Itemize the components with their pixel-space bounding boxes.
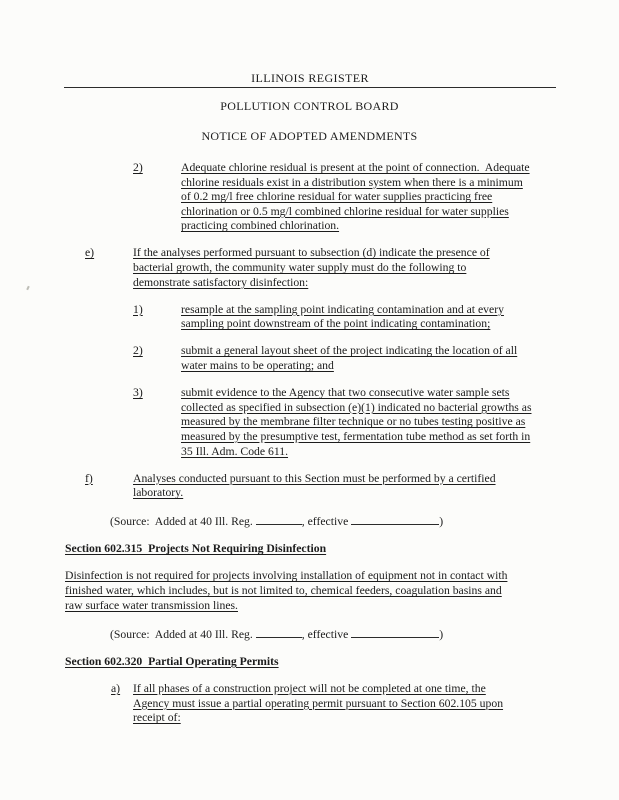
item-text [133, 682, 503, 726]
text-line: Agency must issue a partial operating permit pursuant to Section 602.105 upon [133, 696, 504, 710]
list-item [65, 344, 556, 373]
page-header-rule [64, 0, 556, 88]
text-line: Section 602.315 Projects Not Requiring Disinfection [65, 542, 327, 556]
text-line: submit evidence to the Agency that two consecutive water sample sets [181, 386, 510, 400]
board-name: POLLUTION CONTROL BOARD [220, 99, 399, 113]
item-label: a) [111, 681, 121, 695]
text-line: demonstrate satisfactory disinfection: [133, 275, 309, 289]
text-line: sampling point downstream of the point indicating contamination; [181, 317, 491, 331]
source-middle: , effective [301, 515, 352, 529]
text-line: resample at the sampling point indicating contamination and at every [181, 302, 504, 316]
text-line: chlorine residuals exist in a distribution system when there is a minimum [181, 175, 523, 189]
text-line: finished water, which includes, but is not limited to, chemical feeders, coagulation basins and [65, 584, 502, 598]
item-label: f) [85, 471, 93, 485]
text-line: Adequate chlorine residual is present at the point of connection. Adequate [181, 161, 530, 174]
text-line: practicing combined chlorination. [181, 219, 340, 233]
item-text [181, 303, 504, 332]
source-suffix: ) [439, 515, 444, 529]
item-text [181, 344, 517, 373]
text-line: water mains to be operating; and [181, 359, 334, 373]
text-line: raw surface water transmission lines. [65, 598, 238, 612]
list-item [65, 161, 556, 234]
list-item [65, 303, 556, 332]
list-item [65, 472, 556, 501]
notice-title: NOTICE OF ADOPTED AMENDMENTS [201, 129, 418, 143]
section-heading [65, 655, 556, 670]
source-note [65, 513, 556, 530]
source-prefix: (Source: Added at 40 Ill. Reg. [110, 515, 256, 529]
item-label: 2) [133, 161, 143, 174]
effective-date-blank [351, 513, 439, 525]
text-line: Disinfection is not required for projects involving installation of equipment not in contact with [65, 569, 508, 583]
document-blocks [65, 161, 556, 726]
effective-date-blank [351, 626, 439, 638]
register-title: ILLINOIS REGISTER [251, 71, 369, 85]
text-line: chlorination or 0.5 mg/l combined chlorine residual for water supplies [181, 204, 509, 218]
text-line: submit a general layout sheet of the project indicating the location of all [181, 344, 518, 358]
item-label: e) [85, 246, 95, 260]
text-line: of 0.2 mg/l free chlorine residual for water supplies practicing free [181, 190, 493, 204]
register-number-blank [256, 626, 302, 638]
text-line: 35 Ill. Adm. Code 611. [181, 444, 289, 458]
item-label: 3) [133, 386, 143, 400]
text-line: bacterial growth, the community water supply must do the following to [133, 261, 467, 275]
item-text [133, 246, 490, 290]
list-item [65, 386, 556, 459]
text-line: Section 602.320 Partial Operating Permits [65, 654, 279, 668]
body-paragraph [65, 569, 556, 613]
text-line: measured by the membrane filter technique or no tubes testing positive as [181, 415, 526, 429]
text-line: Analyses conducted pursuant to this Section must be performed by a certified [133, 471, 496, 485]
source-prefix: (Source: Added at 40 Ill. Reg. [110, 627, 256, 641]
list-item [65, 682, 556, 726]
register-number-blank [256, 513, 302, 525]
source-middle: , effective [301, 627, 352, 641]
source-suffix: ) [439, 627, 444, 641]
section-heading [65, 542, 556, 557]
text-line: measured by the presumptive test, fermentation tube method as set forth in [181, 429, 531, 443]
item-label: 1) [133, 302, 143, 316]
text-line: laboratory. [133, 486, 184, 500]
list-item [65, 246, 556, 290]
item-text [181, 161, 530, 234]
text-line: If the analyses performed pursuant to subsection (d) indicate the presence of [133, 246, 490, 260]
scan-artifact [26, 286, 30, 290]
text-line: collected as specified in subsection (e)(1) indicated no bacterial growths as [181, 400, 532, 414]
item-label: 2) [133, 344, 143, 358]
item-text [133, 472, 496, 501]
source-note [65, 626, 556, 643]
text-line: receipt of: [133, 711, 181, 725]
text-line: If all phases of a construction project will not be completed at one time, the [133, 681, 486, 695]
item-text [181, 386, 532, 459]
